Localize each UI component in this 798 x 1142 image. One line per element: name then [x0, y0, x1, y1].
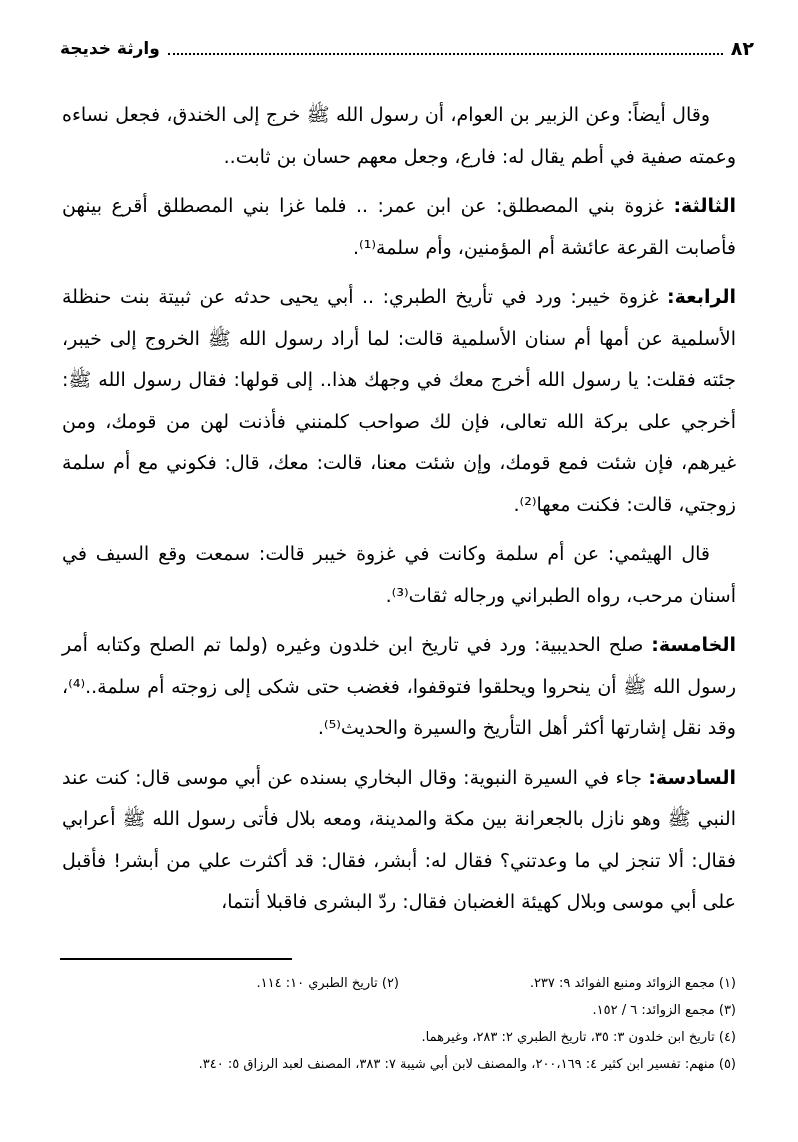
- paragraph: [62, 534, 736, 617]
- paragraph: [62, 277, 736, 526]
- paragraph-text: غزوة خيبر: ورد في تأريخ الطبري: .. أبي يحيى حدثه عن ثبيتة بنت حنظلة الأسلمية عن أمها أم سنان الأسلمية قالت: لما أراد رسول الله ﷺ الخروج إلى خيبر، جئته فقلت: يا رسول الله أخرج معك في وجهك هذا.. إلى قولها: فقال رسول الله ﷺ: أخرجي على بركة الله تعالى، فإن لك صواحب كلمنني فأذنت لهن من قومك، ومن غيرهم، فإن شئت فمع قومك، وإن شئت معنا، قالت: معك، قال: فكوني مع أم سلمة زوجتي، قالت: فكنت معها⁽²⁾.: [62, 286, 736, 516]
- paragraph-lead: السادسة:: [648, 766, 736, 789]
- footnote: (١) مجمع الزوائد ومنبع الفوائد ٩: ٢٣٧.: [529, 976, 736, 991]
- running-title: وارثة خديجة: [60, 39, 160, 59]
- paragraph-text: غزوة بني المصطلق: عن ابن عمر: .. فلما غزا بني المصطلق أقرع بينهن فأصابت القرعة عائشة أم المؤمنين، وأم سلمة⁽¹⁾.: [62, 195, 736, 259]
- page-header: [60, 36, 754, 62]
- paragraph: [62, 758, 736, 924]
- paragraph-text: وقال أيضاً: وعن الزبير بن العوام، أن رسول الله ﷺ خرج إلى الخندق، فجعل نساءه وعمته صفية في أطم يقال له: فارع، وجعل معهم حسان بن ثابت..: [62, 104, 736, 168]
- paragraph: [62, 95, 736, 178]
- paragraph-lead: الرابعة:: [667, 286, 736, 308]
- footnote: (٢) تاريخ الطبري ١٠: ١١٤.: [256, 976, 399, 991]
- paragraph-lead: الثالثة:: [673, 195, 736, 217]
- paragraph: [62, 186, 736, 269]
- footnote: (٤) تاريخ ابن خلدون ٣: ٣٥، تاريخ الطبري ٢: ٢٨٣، وغيرهما.: [421, 1030, 736, 1045]
- footnote: (٣) مجمع الزوائد: ٦ / ١٥٢.: [592, 1003, 736, 1018]
- paragraph-text: جاء في السيرة النبوية: وقال البخاري بسنده عن أبي موسى قال: كنت عند النبي ﷺ وهو نازل بالجعرانة بين مكة والمدينة، ومعه بلال فأتى رسول الله ﷺ أعرابي فقال: ألا تنجز لي ما وعدتني؟ فقال له: أبشر، فقال: قد أكثرت علي من أبشر! فأقبل على أبي موسى وبلال كهيئة الغضبان فقال: ردّ البشرى فاقبلا أنتما،: [62, 766, 736, 913]
- footnotes: [62, 970, 736, 1078]
- paragraph-text: قال الهيثمي: عن أم سلمة وكانت في غزوة خيبر قالت: سمعت وقع السيف في أسنان مرحب، رواه الطبراني ورجاله ثقات⁽³⁾.: [62, 543, 736, 607]
- dotted-leader: [168, 43, 723, 55]
- footnote-row: [62, 970, 736, 997]
- footnote: (٥) منهم: تفسير ابن كثير ٤: ٢٠٠،١٦٩، والمصنف لابن أبي شيبة ٧: ٣٨٣، المصنف لعبد الرزاق ٥: ٣٤٠.: [198, 1057, 736, 1072]
- footnote-separator: [60, 958, 292, 960]
- paragraph-text: صلح الحديبية: ورد في تاريخ ابن خلدون وغيره (ولما تم الصلح وكتابه أمر رسول الله ﷺ أن ينحروا ويحلقوا فتوقفوا، فغضب حتى شكى إلى زوجته أم سلمة..⁽⁴⁾، وقد نقل إشارتها أكثر أهل التأريخ والسيرة والحديث⁽⁵⁾.: [62, 634, 736, 739]
- paragraph: [62, 625, 736, 750]
- paragraph-lead: الخامسة:: [651, 634, 736, 656]
- page-body: [62, 95, 736, 955]
- page-number: ٨٢: [730, 38, 754, 60]
